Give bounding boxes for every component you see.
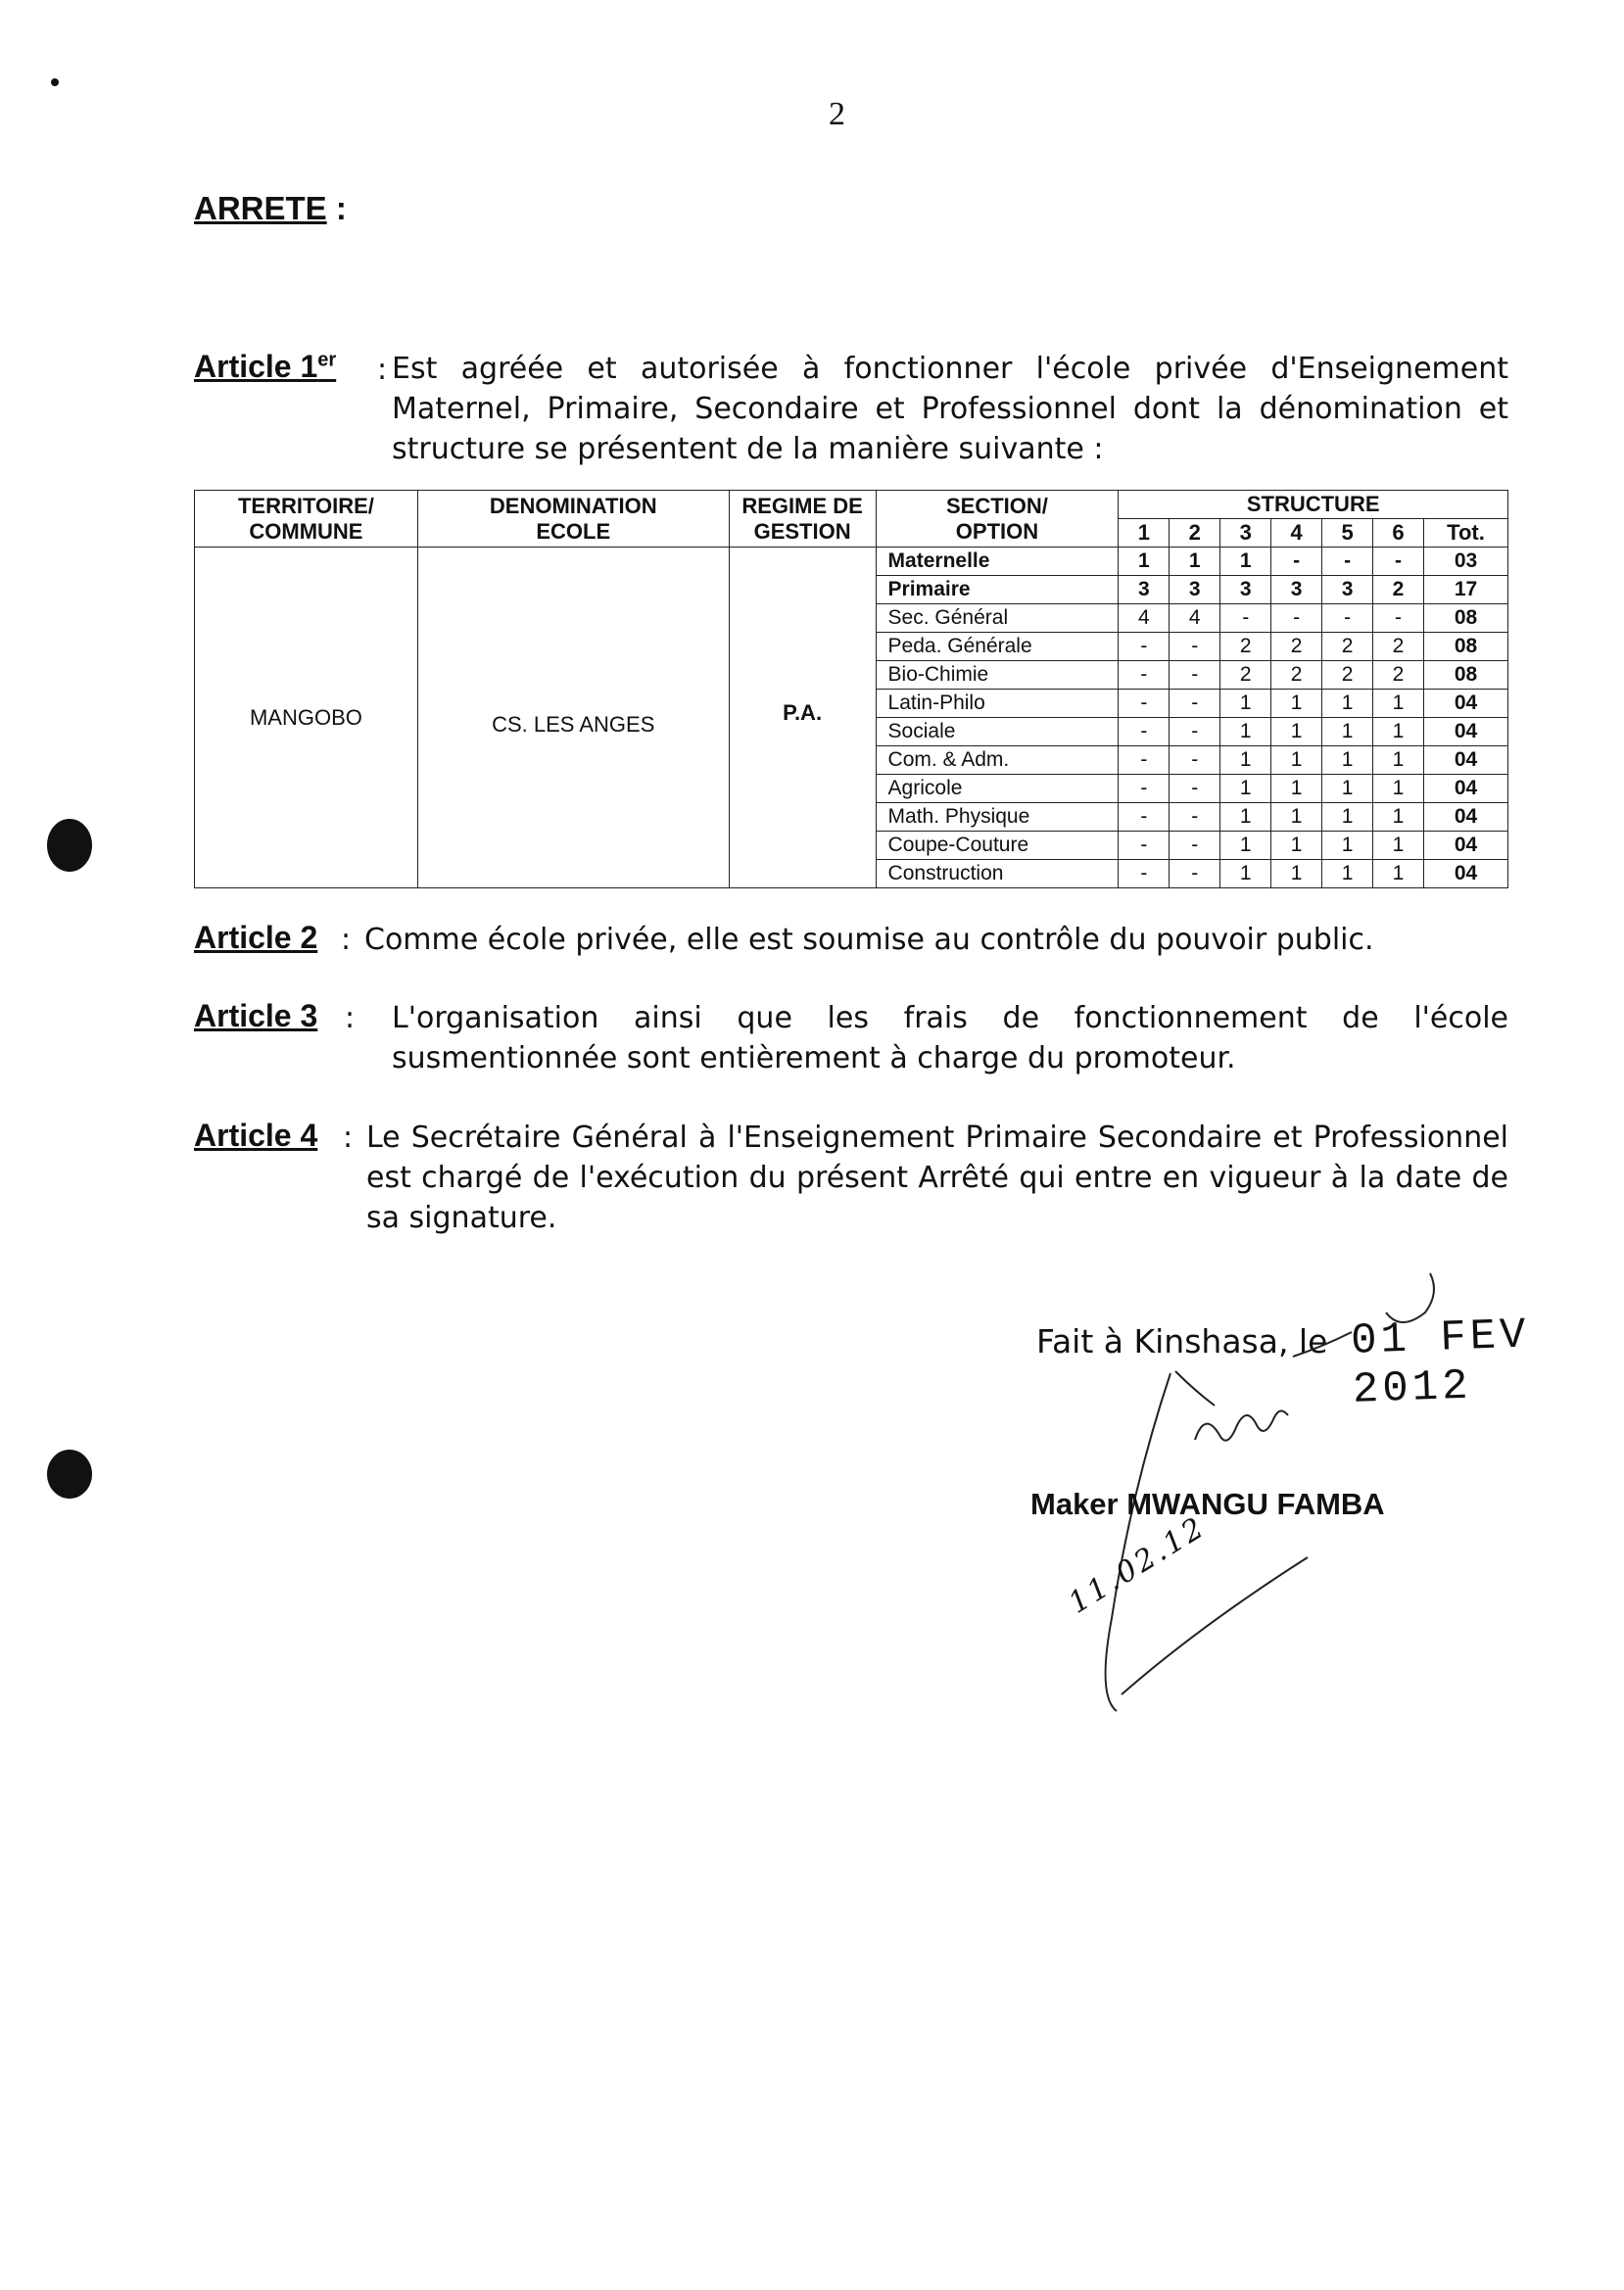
handwritten-date: 11.02.12 <box>1063 1509 1213 1621</box>
decree-heading <box>194 190 347 227</box>
structure-total-cell: 08 <box>1423 661 1507 690</box>
structure-count-cell: - <box>1322 604 1373 633</box>
table-row <box>195 548 1508 576</box>
article1-line: Est agréée et autorisée à fonctionner l'école privée d'Enseignement <box>392 352 1508 386</box>
structure-count-cell: 1 <box>1220 775 1271 803</box>
structure-count-cell: 1 <box>1322 803 1373 832</box>
header-col: 1 <box>1119 519 1170 548</box>
article1-label: Article 1er <box>194 349 337 384</box>
page-number: 2 <box>829 96 845 132</box>
section-option-cell: Maternelle <box>876 548 1119 576</box>
structure-count-cell: - <box>1373 604 1424 633</box>
structure-count-cell: 1 <box>1220 690 1271 718</box>
article1-text <box>392 349 1508 469</box>
header-col: 3 <box>1220 519 1271 548</box>
structure-count-cell: 1 <box>1220 860 1271 888</box>
structure-count-cell: - <box>1119 718 1170 746</box>
structure-count-cell: - <box>1170 633 1220 661</box>
structure-count-cell: 1 <box>1322 690 1373 718</box>
structure-count-cell: 1 <box>1373 746 1424 775</box>
heading-label: ARRETE <box>194 190 327 226</box>
structure-count-cell: 1 <box>1271 718 1322 746</box>
table-body <box>195 548 1508 888</box>
structure-total-cell: 08 <box>1423 604 1507 633</box>
article4-line: est chargé de l'exécution du présent Arrêté qui entre en vigueur à la date de <box>366 1161 1508 1195</box>
article4-line: Le Secrétaire Général à l'Enseignement Primaire Secondaire et Professionnel <box>366 1121 1508 1155</box>
structure-count-cell: - <box>1119 746 1170 775</box>
structure-count-cell: - <box>1170 803 1220 832</box>
section-option-cell: Com. & Adm. <box>876 746 1119 775</box>
section-option-cell: Primaire <box>876 576 1119 604</box>
structure-count-cell: - <box>1170 860 1220 888</box>
signature-place: Fait à Kinshasa, le <box>1036 1322 1328 1360</box>
article4-line: sa signature. <box>366 1201 557 1235</box>
structure-count-cell: 1 <box>1322 832 1373 860</box>
article3-line: L'organisation ainsi que les frais de fonctionnement de l'école <box>392 1001 1508 1035</box>
structure-count-cell: 1 <box>1119 548 1170 576</box>
structure-count-cell: 1 <box>1373 690 1424 718</box>
section-option-cell: Bio-Chimie <box>876 661 1119 690</box>
signatory-name: Maker MWANGU FAMBA <box>1030 1487 1385 1521</box>
article1-label-sup: er <box>317 349 337 371</box>
structure-count-cell: 1 <box>1373 803 1424 832</box>
structure-count-cell: 2 <box>1220 661 1271 690</box>
article1-line: structure se présentent de la manière suivante : <box>392 432 1104 466</box>
article4-separator: : <box>343 1121 354 1155</box>
structure-count-cell: - <box>1322 548 1373 576</box>
signature-stroke <box>1122 1557 1308 1694</box>
structure-count-cell: - <box>1170 661 1220 690</box>
structure-total-cell: 04 <box>1423 803 1507 832</box>
signature-stroke <box>1195 1410 1288 1440</box>
structure-count-cell: 1 <box>1322 775 1373 803</box>
section-option-cell: Math. Physique <box>876 803 1119 832</box>
header-structure: STRUCTURE <box>1119 491 1508 519</box>
structure-count-cell: - <box>1170 746 1220 775</box>
structure-count-cell: 3 <box>1220 576 1271 604</box>
structure-count-cell: 2 <box>1271 661 1322 690</box>
signature-stroke <box>1175 1371 1215 1406</box>
structure-total-cell: 04 <box>1423 832 1507 860</box>
article4-text <box>366 1118 1508 1238</box>
structure-count-cell: 2 <box>1322 661 1373 690</box>
structure-count-cell: 2 <box>1322 633 1373 661</box>
structure-count-cell: 1 <box>1220 832 1271 860</box>
header-denomination: DENOMINATION ECOLE <box>417 491 729 548</box>
structure-count-cell: - <box>1119 661 1170 690</box>
header-col: 5 <box>1322 519 1373 548</box>
structure-count-cell: - <box>1170 690 1220 718</box>
header-col: 6 <box>1373 519 1424 548</box>
structure-count-cell: 3 <box>1322 576 1373 604</box>
article3-label: Article 3 <box>194 998 318 1033</box>
heading-suffix: : <box>326 190 347 226</box>
structure-count-cell: - <box>1119 803 1170 832</box>
header-col: 2 <box>1170 519 1220 548</box>
article3-separator: : <box>345 1001 356 1035</box>
structure-count-cell: 1 <box>1271 690 1322 718</box>
structure-count-cell: 1 <box>1322 746 1373 775</box>
structure-total-cell: 04 <box>1423 860 1507 888</box>
structure-count-cell: 4 <box>1170 604 1220 633</box>
section-option-cell: Coupe-Couture <box>876 832 1119 860</box>
structure-count-cell: - <box>1170 832 1220 860</box>
structure-count-cell: 1 <box>1220 548 1271 576</box>
punch-hole <box>47 1450 92 1499</box>
header-col: 4 <box>1271 519 1322 548</box>
article2-label: Article 2 <box>194 920 318 955</box>
territoire-cell: MANGOBO <box>195 548 418 888</box>
article3-text <box>392 998 1508 1078</box>
structure-count-cell: - <box>1271 548 1322 576</box>
scan-mark <box>51 78 59 86</box>
section-option-cell: Agricole <box>876 775 1119 803</box>
structure-count-cell: 1 <box>1373 775 1424 803</box>
structure-count-cell: - <box>1119 832 1170 860</box>
structure-count-cell: 1 <box>1373 860 1424 888</box>
section-option-cell: Construction <box>876 860 1119 888</box>
denomination-cell: CS. LES ANGES <box>417 548 729 888</box>
stamp-date: 01 FEV 2012 <box>1350 1311 1531 1415</box>
header-territoire: TERRITOIRE/ COMMUNE <box>195 491 418 548</box>
structure-count-cell: 2 <box>1220 633 1271 661</box>
structure-count-cell: - <box>1170 718 1220 746</box>
school-structure-table <box>194 490 1508 888</box>
structure-total-cell: 04 <box>1423 775 1507 803</box>
structure-count-cell: 1 <box>1170 548 1220 576</box>
article4-label: Article 4 <box>194 1118 318 1153</box>
structure-count-cell: - <box>1271 604 1322 633</box>
article1-line: Maternel, Primaire, Secondaire et Professionnel dont la dénomination et <box>392 392 1508 426</box>
structure-count-cell: - <box>1119 633 1170 661</box>
structure-count-cell: 1 <box>1271 803 1322 832</box>
regime-cell: P.A. <box>729 548 876 888</box>
structure-count-cell: 1 <box>1271 746 1322 775</box>
structure-count-cell: - <box>1119 860 1170 888</box>
structure-total-cell: 03 <box>1423 548 1507 576</box>
signature-stroke <box>1386 1273 1434 1322</box>
signature-stroke <box>1293 1332 1352 1357</box>
section-option-cell: Latin-Philo <box>876 690 1119 718</box>
structure-count-cell: 3 <box>1119 576 1170 604</box>
structure-total-cell: 17 <box>1423 576 1507 604</box>
structure-count-cell: 2 <box>1373 633 1424 661</box>
header-section: SECTION/ OPTION <box>876 491 1119 548</box>
header-col-total: Tot. <box>1423 519 1507 548</box>
section-option-cell: Sec. Général <box>876 604 1119 633</box>
structure-count-cell: 1 <box>1271 832 1322 860</box>
structure-count-cell: 1 <box>1322 860 1373 888</box>
structure-count-cell: 1 <box>1220 746 1271 775</box>
structure-count-cell: 1 <box>1220 803 1271 832</box>
structure-count-cell: - <box>1119 690 1170 718</box>
structure-count-cell: - <box>1119 775 1170 803</box>
article3-line: susmentionnée sont entièrement à charge du promoteur. <box>392 1041 1236 1075</box>
structure-count-cell: 1 <box>1373 832 1424 860</box>
structure-count-cell: 1 <box>1220 718 1271 746</box>
structure-total-cell: 04 <box>1423 690 1507 718</box>
structure-count-cell: 2 <box>1373 661 1424 690</box>
structure-count-cell: 1 <box>1271 860 1322 888</box>
punch-hole <box>47 819 92 872</box>
structure-total-cell: 04 <box>1423 718 1507 746</box>
structure-count-cell: 3 <box>1271 576 1322 604</box>
structure-count-cell: - <box>1373 548 1424 576</box>
section-option-cell: Peda. Générale <box>876 633 1119 661</box>
structure-total-cell: 08 <box>1423 633 1507 661</box>
structure-count-cell: 4 <box>1119 604 1170 633</box>
structure-count-cell: 3 <box>1170 576 1220 604</box>
structure-count-cell: 2 <box>1373 576 1424 604</box>
structure-count-cell: 2 <box>1271 633 1322 661</box>
structure-count-cell: 1 <box>1373 718 1424 746</box>
section-option-cell: Sociale <box>876 718 1119 746</box>
structure-total-cell: 04 <box>1423 746 1507 775</box>
structure-count-cell: - <box>1170 775 1220 803</box>
structure-count-cell: 1 <box>1322 718 1373 746</box>
structure-count-cell: - <box>1220 604 1271 633</box>
article1-separator: : <box>377 353 388 387</box>
structure-count-cell: 1 <box>1271 775 1322 803</box>
article2-separator: : <box>341 923 352 957</box>
article2-text: Comme école privée, elle est soumise au contrôle du pouvoir public. <box>364 923 1374 957</box>
header-regime: REGIME DE GESTION <box>729 491 876 548</box>
